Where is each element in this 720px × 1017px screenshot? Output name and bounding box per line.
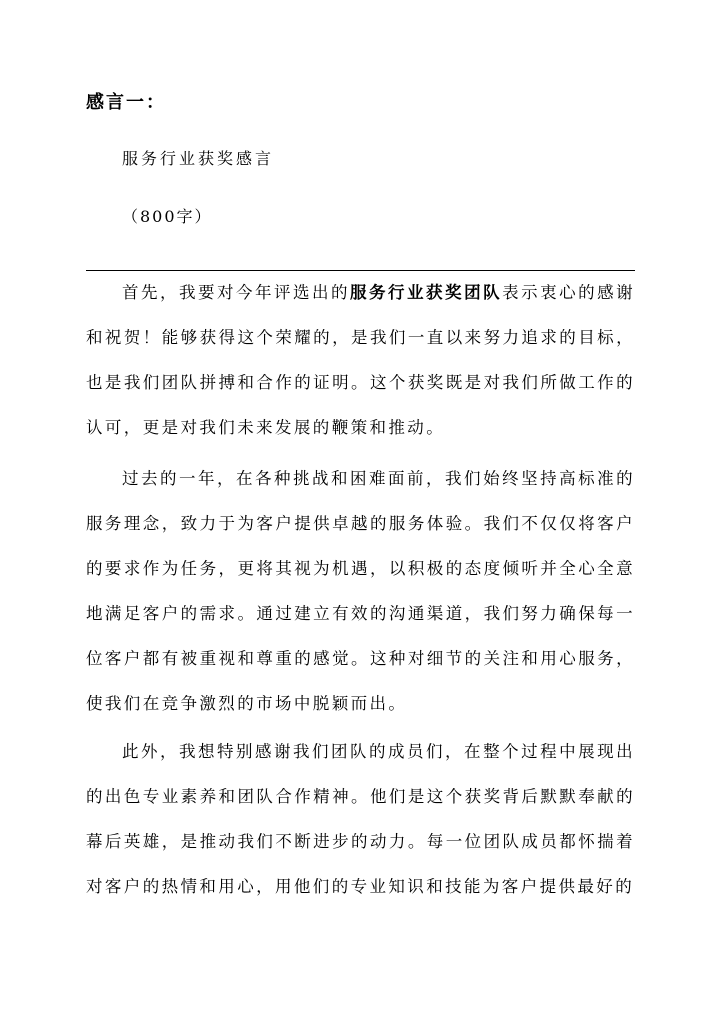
paragraph-1-before: 首先，我要对今年评选出的 xyxy=(122,283,351,302)
document-subtitle: 服务行业获奖感言 xyxy=(122,149,275,168)
section-heading: 感言一： xyxy=(86,92,166,113)
word-count: （800字） xyxy=(122,207,213,226)
paragraph-2: 过去的一年，在各种挑战和困难面前，我们始终坚持高标准的服务理念，致力于为客户提供卓越的服务体验。我们不仅仅将客户的要求作为任务，更将其视为机遇，以积极的态度倾听并全心全意地满足客户的需求。通过建立有效的沟通渠道，我们努力确保每一位客户都有被重视和尊重的感觉。这种对细节的关注和用心服务，使我们在竞争激烈的市场中脱颖而出。 xyxy=(86,469,635,713)
paragraph-1-bold: 服务行业获奖团队 xyxy=(350,283,503,302)
paragraph-1 xyxy=(86,270,635,450)
paragraph-3: 此外，我想特别感谢我们团队的成员们，在整个过程中展现出的出色专业素养和团队合作精神。他们是这个获奖背后默默奉献的幕后英雄，是推动我们不断进步的动力。每一位团队成员都怀揣着对客户的热情和用心，用他们的专业知识和技能为客户提供最好的 xyxy=(86,742,635,896)
paragraph-1-after: 表示衷心的感谢和祝贺！能够获得这个荣耀的，是我们一直以来努力追求的目标，也是我们团队拼搏和合作的证明。这个获奖既是对我们所做工作的认可，更是对我们未来发展的鞭策和推动。 xyxy=(86,283,635,437)
